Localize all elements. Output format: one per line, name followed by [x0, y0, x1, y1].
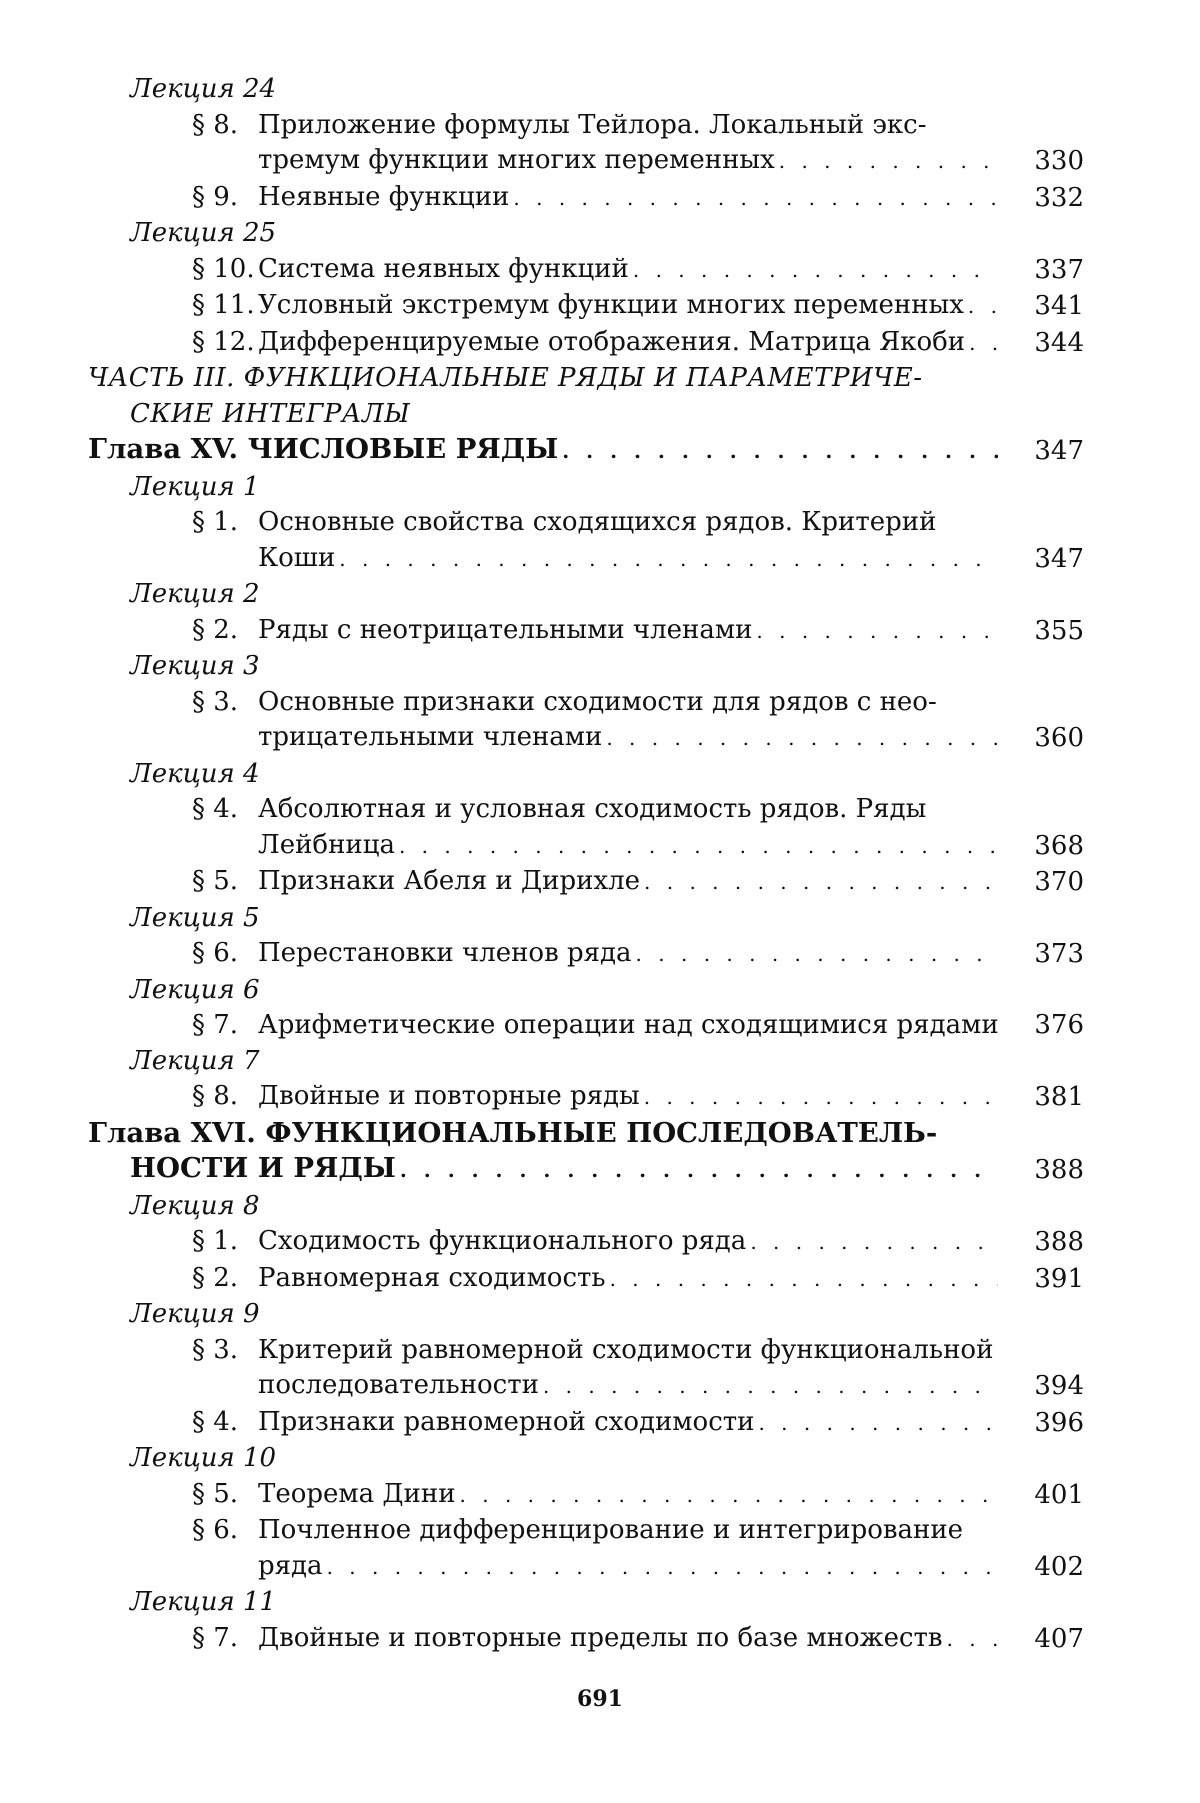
section-title-continuation: тремум функции многих переменных: [258, 145, 775, 175]
toc-entry: [88, 792, 1084, 864]
table-of-contents: [88, 72, 1084, 1657]
page-number: 394: [1034, 1371, 1084, 1401]
toc-entry: [88, 325, 1084, 362]
lecture-heading: Лекция 1: [130, 471, 260, 502]
lecture-heading: Лекция 2: [130, 579, 260, 609]
leader-dots: [636, 937, 998, 973]
leader-dots: [750, 1225, 998, 1261]
section-title-continuation: Коши: [258, 542, 336, 573]
leader-dots: [633, 253, 998, 289]
lecture-heading: Лекция 4: [130, 758, 260, 789]
section-title-continuation: ряда: [258, 1550, 323, 1581]
lecture-heading: Лекция 6: [130, 974, 260, 1005]
section-title: Арифметические операции над сходящимися рядами: [258, 1010, 999, 1040]
chapter-heading: [88, 432, 1084, 470]
section-number: § 7.: [192, 1622, 239, 1653]
toc-entry: [88, 1513, 1084, 1585]
page-number: 344: [1034, 327, 1084, 358]
chapter-title-continuation: НОСТИ И РЯДЫ: [130, 1152, 396, 1184]
leader-dots: [562, 434, 998, 470]
chapter-heading: [88, 1116, 1084, 1189]
section-title: Критерий равномерной сходимости функциональной: [258, 1334, 994, 1365]
leader-dots: [610, 1262, 998, 1298]
section-title: Признаки равномерной сходимости: [258, 1406, 755, 1437]
chapter-title: Глава XV. ЧИСЛОВЫЕ РЯДЫ: [88, 433, 559, 465]
section-number: § 8.: [192, 1081, 239, 1111]
toc-entry: [88, 613, 1084, 650]
page-number: 355: [1034, 615, 1084, 646]
section-number: § 1.: [192, 507, 239, 537]
lecture-heading: Лекция 9: [130, 1299, 260, 1329]
section-title: Условный экстремум функции многих переменных: [258, 290, 964, 320]
lecture-heading: Лекция 7: [130, 1045, 260, 1076]
leader-dots: [543, 1369, 998, 1405]
section-number: § 3.: [192, 686, 239, 717]
section-title: Ряды с неотрицательными членами: [258, 614, 753, 645]
leader-dots: [460, 1478, 998, 1514]
section-number: § 6.: [192, 938, 239, 968]
page-number: 388: [1034, 1227, 1084, 1257]
page-number: 401: [1034, 1479, 1084, 1510]
section-title: Дифференцируемые отображения. Матрица Якоби: [258, 326, 966, 357]
page-number: 347: [1034, 436, 1084, 466]
section-number: § 12.: [192, 326, 255, 357]
page-number: 332: [1034, 182, 1084, 213]
section-title: Приложение формулы Тейлора. Локальный экс-: [258, 109, 927, 140]
section-title-continuation: трицательными членами: [258, 722, 603, 752]
section-number: § 1.: [192, 1226, 239, 1256]
leader-dots: [400, 1153, 998, 1189]
leader-dots: [968, 289, 998, 325]
page-number: 373: [1034, 939, 1084, 969]
section-title-continuation: Лейбница: [258, 829, 395, 860]
toc-entry: [88, 1621, 1084, 1658]
lecture-heading: Лекция 8: [130, 1190, 260, 1221]
page-number: 402: [1034, 1551, 1084, 1582]
toc-entry: [88, 864, 1084, 901]
leader-dots: [644, 865, 998, 901]
lecture-heading: Лекция 3: [130, 651, 260, 681]
leader-dots: [756, 614, 998, 650]
toc-entry: [88, 505, 1084, 577]
page-number: 391: [1034, 1263, 1084, 1294]
leader-dots: [327, 1550, 998, 1586]
section-title: Основные свойства сходящихся рядов. Критерий: [258, 507, 937, 537]
page-number: 381: [1034, 1082, 1084, 1112]
leader-dots: [779, 144, 998, 180]
page-number: 388: [1034, 1155, 1084, 1185]
page-number: 347: [1034, 543, 1084, 574]
lecture-heading: Лекция 24: [130, 74, 277, 104]
lecture-heading: Лекция 25: [130, 218, 277, 248]
page-number: 407: [1034, 1623, 1084, 1654]
section-number: § 2.: [192, 1262, 239, 1293]
leader-dots: [758, 1406, 998, 1442]
lecture-heading: Лекция 11: [130, 1587, 277, 1617]
section-title: Двойные и повторные ряды: [258, 1081, 640, 1111]
section-number: § 6.: [192, 1515, 239, 1545]
section-number: § 7.: [192, 1010, 239, 1040]
leader-dots: [969, 326, 998, 362]
lecture-heading: Лекция 5: [130, 902, 260, 933]
section-number: § 8.: [192, 109, 239, 140]
section-title: Неявные функции: [258, 181, 510, 212]
page-number: 360: [1034, 723, 1084, 753]
toc-entry: [88, 1079, 1084, 1116]
section-title: Основные признаки сходимости для рядов с нео-: [258, 686, 937, 717]
section-number: § 9.: [192, 181, 239, 212]
section-number: § 5.: [192, 866, 239, 896]
part-title: ЧАСТЬ III. ФУНКЦИОНАЛЬНЫЕ РЯДЫ И ПАРАМЕТРИЧЕ-: [88, 363, 923, 393]
section-title: Сходимость функционального ряда: [258, 1226, 747, 1256]
toc-entry: [88, 180, 1084, 217]
section-title: Почленное дифференцирование и интегрирование: [258, 1515, 964, 1545]
page-number: 396: [1034, 1407, 1084, 1438]
section-number: § 2.: [192, 614, 239, 645]
leader-dots: [339, 542, 998, 578]
toc-entry: [88, 1477, 1084, 1514]
page-number: 341: [1034, 291, 1084, 321]
section-title: Перестановки членов ряда: [258, 938, 632, 968]
footer-page-number: 691: [577, 1686, 623, 1712]
toc-entry: [88, 288, 1084, 325]
section-title-continuation: последовательности: [258, 1370, 539, 1400]
page-number: 330: [1034, 146, 1084, 176]
section-number: § 3.: [192, 1334, 239, 1365]
toc-entry: [88, 252, 1084, 289]
leader-dots: [644, 1080, 998, 1116]
section-title: Теорема Дини: [258, 1478, 456, 1509]
toc-entry: [88, 1405, 1084, 1442]
leader-dots: [513, 181, 998, 217]
page-number: 370: [1034, 867, 1084, 897]
toc-entry: [88, 685, 1084, 757]
section-title: Абсолютная и условная сходимость рядов. Ряды: [258, 794, 927, 824]
toc-entry: [88, 1261, 1084, 1298]
page-number: 368: [1034, 830, 1084, 861]
section-number: § 4.: [192, 794, 239, 824]
section-title: Двойные и повторные пределы по базе множеств: [258, 1622, 943, 1653]
part-title-continuation: СКИЕ ИНТЕГРАЛЫ: [130, 398, 411, 429]
leader-dots: [606, 721, 998, 757]
toc-entry: [88, 108, 1084, 180]
page-number: 337: [1034, 254, 1084, 285]
section-number: § 11.: [192, 290, 255, 320]
lecture-heading: Лекция 10: [130, 1443, 277, 1473]
leader-dots: [947, 1622, 998, 1658]
section-number: § 5.: [192, 1478, 239, 1509]
section-title: Признаки Абеля и Дирихле: [258, 866, 641, 896]
section-title: Равномерная сходимость: [258, 1262, 606, 1293]
section-title: Система неявных функций: [258, 253, 629, 284]
part-heading: [88, 361, 1084, 432]
section-number: § 10.: [192, 253, 255, 284]
toc-entry: [88, 1224, 1084, 1261]
toc-entry: [88, 1333, 1084, 1405]
page-number: 376: [1034, 1010, 1084, 1040]
toc-entry: [88, 1008, 1084, 1044]
toc-entry: [88, 936, 1084, 973]
chapter-title: Глава XVI. ФУНКЦИОНАЛЬНЫЕ ПОСЛЕДОВАТЕЛЬ-: [88, 1116, 938, 1149]
section-number: § 4.: [192, 1406, 239, 1437]
leader-dots: [399, 829, 998, 865]
